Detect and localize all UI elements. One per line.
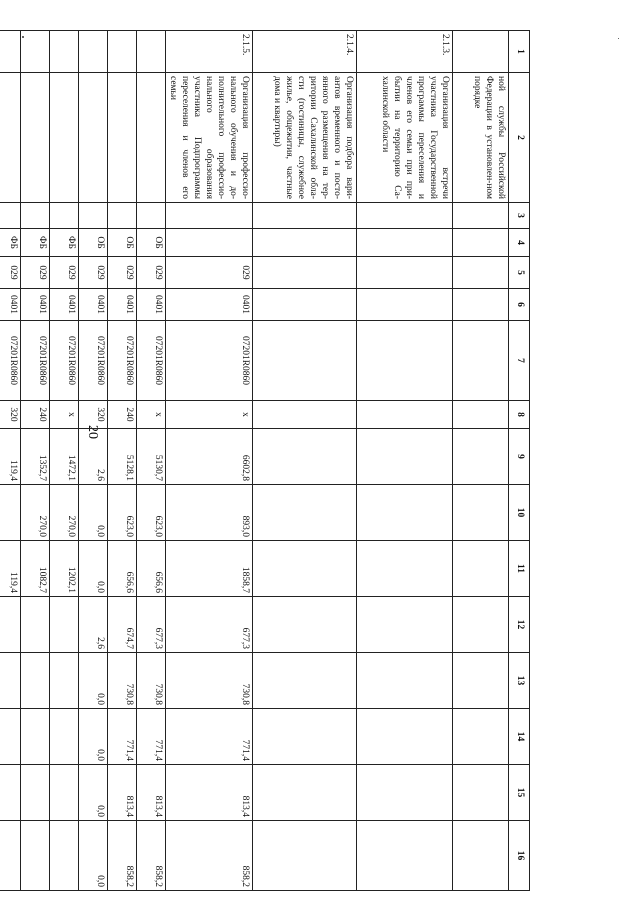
table-cell-col12 <box>357 597 453 653</box>
header-cell: 3 <box>509 203 530 229</box>
table-cell-col15 <box>21 765 50 821</box>
table-cell-col1 <box>21 31 50 73</box>
table-cell-col4: ФБ <box>0 229 21 257</box>
table-cell-col10: 623,0 <box>137 485 166 541</box>
table-cell-col16: 858,2 <box>108 821 137 891</box>
table-cell-col13 <box>453 653 509 709</box>
table-cell-col4: ФБ <box>50 229 79 257</box>
table-cell-col4: ФБ <box>21 229 50 257</box>
table-cell-col6 <box>357 289 453 321</box>
table-cell-col12: 677,3 <box>137 597 166 653</box>
table-cell-col16 <box>453 821 509 891</box>
header-cell: 2 <box>509 73 530 203</box>
table-cell-col9: 5130,7 <box>137 429 166 485</box>
table-cell-col16 <box>253 821 357 891</box>
table-cell-col7: 07201R0860 <box>137 321 166 401</box>
table-cell-col5: 029 <box>108 257 137 289</box>
table-cell-col4 <box>253 229 357 257</box>
table-cell-col6: 0401 <box>79 289 108 321</box>
table-cell-col7: 07201R0860 <box>79 321 108 401</box>
table-cell-col14: 771,4 <box>108 709 137 765</box>
table-cell-col6: 0401 <box>21 289 50 321</box>
table-cell-col11: 1202,1 <box>50 541 79 597</box>
table-cell-col11 <box>453 541 509 597</box>
table-cell-col7: 07201R0860 <box>108 321 137 401</box>
table-cell-col8 <box>357 401 453 429</box>
table-cell-col8: x <box>166 401 253 429</box>
table-cell-col1: 2.1.3. <box>357 31 453 73</box>
table-cell-col16 <box>50 821 79 891</box>
table-cell-col5: 029 <box>50 257 79 289</box>
table-cell-col2 <box>21 73 50 203</box>
header-cell: 13 <box>509 653 530 709</box>
table-cell-col7 <box>253 321 357 401</box>
table-cell-col3 <box>108 203 137 229</box>
table-cell-col16: 858,2 <box>137 821 166 891</box>
table-cell-col2: Организация подбора вари-антов временного и посто-янного размещения на тер-ритории Сахалинской обла-сти (гостиницы, служебное жилье, общежития, частные дома и квартиры) <box>253 73 357 203</box>
table-cell-col1 <box>0 31 21 73</box>
table-cell-col10: 270,0 <box>21 485 50 541</box>
table-cell-col9 <box>357 429 453 485</box>
table-cell-col6 <box>453 289 509 321</box>
table-cell-col10: 270,0 <box>50 485 79 541</box>
table-cell-col5: 029 <box>79 257 108 289</box>
table-cell-col5 <box>253 257 357 289</box>
table-cell-col1 <box>50 31 79 73</box>
table-cell-col8: 320 <box>79 401 108 429</box>
table-row <box>253 31 357 891</box>
table-cell-col9: 2,6 <box>79 429 108 485</box>
header-cell: 8 <box>509 401 530 429</box>
table-row <box>166 31 253 891</box>
table-row <box>137 31 166 891</box>
table-cell-col6: 0401 <box>50 289 79 321</box>
table-cell-col16: 0,0 <box>79 821 108 891</box>
table-cell-col10 <box>453 485 509 541</box>
table-cell-col13: 730,8 <box>166 653 253 709</box>
header-cell: 15 <box>509 765 530 821</box>
header-cell: 4 <box>509 229 530 257</box>
table-cell-col3 <box>21 203 50 229</box>
table-cell-col14: 771,4 <box>137 709 166 765</box>
table-cell-col13 <box>357 653 453 709</box>
table-cell-col15 <box>253 765 357 821</box>
table-cell-col15: 813,4 <box>137 765 166 821</box>
table-cell-col2 <box>137 73 166 203</box>
table-row <box>50 31 79 891</box>
table-cell-col1: 2.1.4. <box>253 31 357 73</box>
table-cell-col9 <box>253 429 357 485</box>
table-cell-col12: 2,6 <box>79 597 108 653</box>
table-cell-col1 <box>79 31 108 73</box>
table-row <box>0 31 21 891</box>
table-cell-col15 <box>50 765 79 821</box>
table-cell-col8: 240 <box>108 401 137 429</box>
table-cell-col5: 029 <box>137 257 166 289</box>
table-cell-col2 <box>108 73 137 203</box>
table-cell-col3 <box>0 203 21 229</box>
table-cell-col3 <box>166 203 253 229</box>
table-cell-col8: x <box>50 401 79 429</box>
table-cell-col7: 07201R0860 <box>0 321 21 401</box>
table-cell-col13: 730,8 <box>137 653 166 709</box>
budget-table <box>0 30 530 891</box>
table-cell-col7: 07201R0860 <box>166 321 253 401</box>
table-cell-col11: 0,0 <box>79 541 108 597</box>
table-cell-col13 <box>21 653 50 709</box>
table-cell-col16: 858,2 <box>166 821 253 891</box>
table-cell-col11: 1858,7 <box>166 541 253 597</box>
table-cell-col10 <box>357 485 453 541</box>
table-cell-col2: ной службы Российской Федерации в установлен-ном порядке <box>453 73 509 203</box>
table-cell-col9: 1352,7 <box>21 429 50 485</box>
table-cell-col12 <box>0 597 21 653</box>
table-cell-col6 <box>253 289 357 321</box>
table-cell-col13 <box>253 653 357 709</box>
table-cell-col8: 320 <box>0 401 21 429</box>
table-cell-col1 <box>453 31 509 73</box>
header-row <box>509 31 530 891</box>
table-cell-col2 <box>50 73 79 203</box>
table-cell-col16 <box>21 821 50 891</box>
table-cell-col2 <box>0 73 21 203</box>
table-cell-col11: 656,6 <box>137 541 166 597</box>
table-cell-col1: 2.1.5. <box>166 31 253 73</box>
table-cell-col7 <box>453 321 509 401</box>
table-cell-col12 <box>453 597 509 653</box>
table-cell-col5 <box>357 257 453 289</box>
table-cell-col6: 0401 <box>137 289 166 321</box>
table-cell-col1 <box>137 31 166 73</box>
table-cell-col11: 656,6 <box>108 541 137 597</box>
table-cell-col4: ОБ <box>137 229 166 257</box>
table-cell-col10: 623,0 <box>108 485 137 541</box>
table-row <box>453 31 509 891</box>
table-cell-col12: 674,7 <box>108 597 137 653</box>
header-cell: 6 <box>509 289 530 321</box>
table-cell-col5: 029 <box>0 257 21 289</box>
table-cell-col11 <box>357 541 453 597</box>
table-cell-col4 <box>453 229 509 257</box>
header-cell: 10 <box>509 485 530 541</box>
table-cell-col2: Организация встречи участника Государственной программы переселения и членов его семьи при при-бытии на территорию Са-халинской области <box>357 73 453 203</box>
table-cell-col3 <box>357 203 453 229</box>
table-cell-col15 <box>0 765 21 821</box>
table-cell-col4 <box>166 229 253 257</box>
table-cell-col15 <box>357 765 453 821</box>
table-body <box>0 31 509 891</box>
header-cell: 11 <box>509 541 530 597</box>
table-cell-col14 <box>0 709 21 765</box>
table-cell-col6: 0401 <box>108 289 137 321</box>
table-cell-col12: 677,3 <box>166 597 253 653</box>
header-cell: 16 <box>509 821 530 891</box>
table-cell-col12 <box>50 597 79 653</box>
table-cell-col14: 771,4 <box>166 709 253 765</box>
table-cell-col3 <box>137 203 166 229</box>
table-cell-col4: ОБ <box>108 229 137 257</box>
table-cell-col10: 893,0 <box>166 485 253 541</box>
header-cell: 7 <box>509 321 530 401</box>
table-cell-col2: Организация профессио-нального обучения и до-полнительного профессио-нального образования участника Подпрограммы переселения и членов его семьи <box>166 73 253 203</box>
table-cell-col9: 1472,1 <box>50 429 79 485</box>
table-cell-col9: 5128,1 <box>108 429 137 485</box>
table-cell-col3 <box>50 203 79 229</box>
table-cell-col8: x <box>137 401 166 429</box>
table-cell-col10 <box>253 485 357 541</box>
table-cell-col7: 07201R0860 <box>21 321 50 401</box>
table-cell-col6: 0401 <box>166 289 253 321</box>
header-cell: 1 <box>509 31 530 73</box>
table-cell-col6: 0401 <box>0 289 21 321</box>
table-cell-col15 <box>453 765 509 821</box>
table-cell-col5: 029 <box>166 257 253 289</box>
table-cell-col13 <box>50 653 79 709</box>
table-cell-col3 <box>453 203 509 229</box>
header-cell: 12 <box>509 597 530 653</box>
table-cell-col7 <box>357 321 453 401</box>
table-cell-col5: 029 <box>21 257 50 289</box>
header-cell: 5 <box>509 257 530 289</box>
page-number: 20 <box>85 425 100 439</box>
table-cell-col9: 6602,8 <box>166 429 253 485</box>
table-cell-col14 <box>453 709 509 765</box>
header-cell: 14 <box>509 709 530 765</box>
table-cell-col14 <box>253 709 357 765</box>
table-cell-col15: 0,0 <box>79 765 108 821</box>
table-cell-col11 <box>253 541 357 597</box>
table-cell-col13: 0,0 <box>79 653 108 709</box>
table-cell-col12 <box>253 597 357 653</box>
table-cell-col14 <box>50 709 79 765</box>
rotated-table-container <box>0 30 530 890</box>
table-cell-col12 <box>21 597 50 653</box>
table-row <box>108 31 137 891</box>
table-cell-col13: 730,8 <box>108 653 137 709</box>
table-cell-col5 <box>453 257 509 289</box>
table-cell-col14 <box>357 709 453 765</box>
table-row <box>21 31 50 891</box>
table-cell-col4 <box>357 229 453 257</box>
table-cell-col13 <box>0 653 21 709</box>
table-cell-col14 <box>21 709 50 765</box>
table-cell-col16 <box>0 821 21 891</box>
table-cell-col9 <box>453 429 509 485</box>
table-cell-col16 <box>357 821 453 891</box>
table-cell-col15: 813,4 <box>166 765 253 821</box>
table-cell-col8: 240 <box>21 401 50 429</box>
table-row <box>79 31 108 891</box>
table-cell-col9: 119,4 <box>0 429 21 485</box>
table-cell-col4: ОБ <box>79 229 108 257</box>
table-cell-col3 <box>79 203 108 229</box>
header-cell: 9 <box>509 429 530 485</box>
scan-speck <box>618 38 619 39</box>
table-cell-col3 <box>253 203 357 229</box>
table-cell-col15: 813,4 <box>108 765 137 821</box>
table-cell-col11: 1082,7 <box>21 541 50 597</box>
table-cell-col10: 0,0 <box>79 485 108 541</box>
table-cell-col11: 119,4 <box>0 541 21 597</box>
table-cell-col8 <box>253 401 357 429</box>
table-cell-col8 <box>453 401 509 429</box>
table-cell-col7: 07201R0860 <box>50 321 79 401</box>
table-cell-col14: 0,0 <box>79 709 108 765</box>
table-cell-col10 <box>0 485 21 541</box>
table-cell-col2 <box>79 73 108 203</box>
table-row <box>357 31 453 891</box>
table-cell-col1 <box>108 31 137 73</box>
